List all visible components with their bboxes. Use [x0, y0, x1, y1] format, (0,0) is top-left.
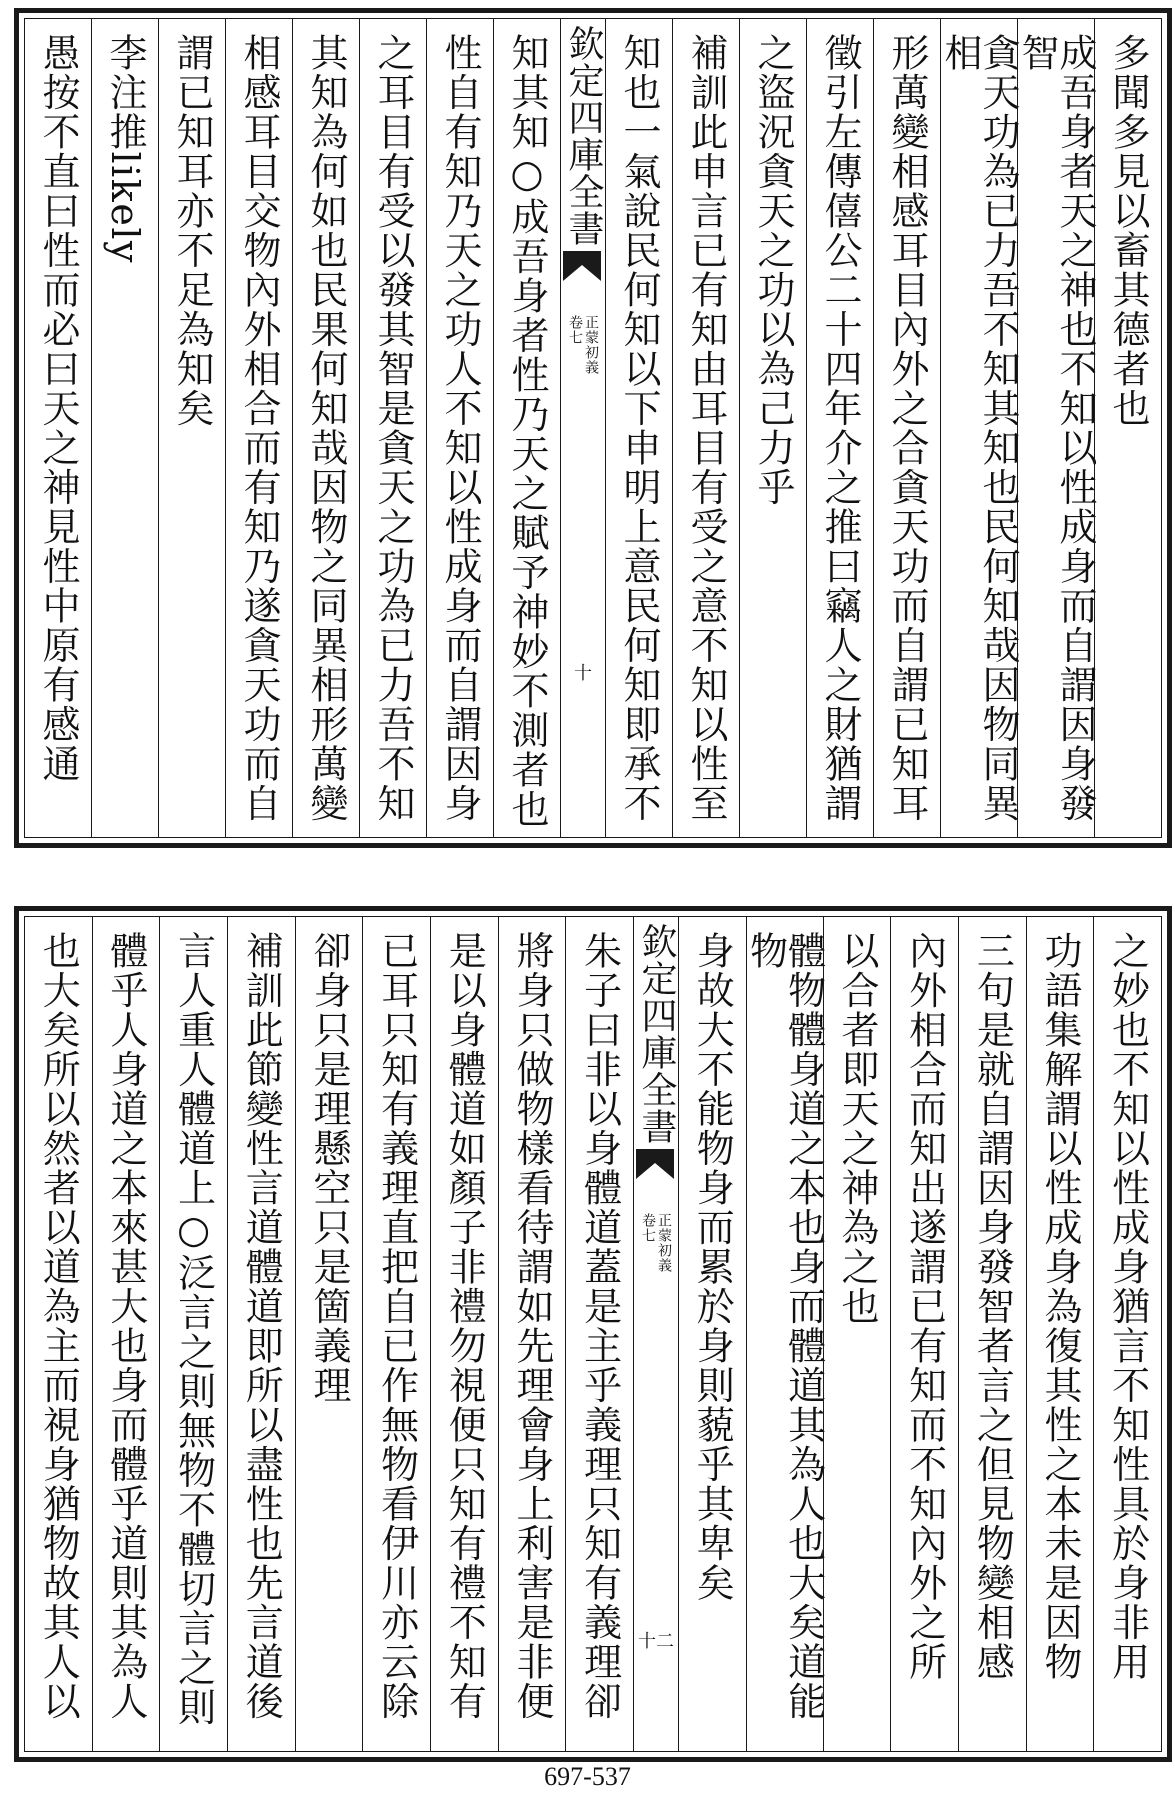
text-column: 也大矣所以然者以道為主而視身猶物故其人以 [36, 931, 81, 1721]
text-column: 三句是就自謂因身發智者言之但見物變相感 [958, 917, 1026, 1751]
text-column: 以合者即天之神為之也 [823, 917, 891, 1751]
text-column: 內外相合而知出遂謂已有知而不知內外之所 [890, 917, 958, 1751]
text-column: 李注推likely [91, 19, 158, 837]
text-column: 知其知○成吾身者性乃天之賦予神妙不測者也 [493, 19, 560, 837]
text-column: 已耳只知有義理直把自已作無物看伊川亦云除 [362, 917, 430, 1751]
text-column: 體物體身道之本也身而體道其為人也大矣道能物 [746, 917, 823, 1751]
text-column: 朱子曰非以身體道蓋是主乎義理只知有義理卻 [565, 917, 633, 1751]
text-column: 之耳目有受以發其智是貪天之功為已力吾不知 [359, 19, 426, 837]
volume-label: 卷七 正蒙初義 [567, 315, 599, 375]
text-column: 是以身體道如顏子非禮勿視便只知有禮不知有 [430, 917, 498, 1751]
catalog-number: 697-537 [544, 1762, 631, 1791]
text-column: 成吾身者天之神也不知以性成身而自謂因身發智 [1017, 19, 1094, 837]
text-column: 形萬變相感耳目內外之合貪天功而自謂已知耳 [873, 19, 940, 837]
text-column: 其知為何如也民果何知哉因物之同異相形萬變 [292, 19, 359, 837]
text-column: 貪天功為已力吾不知其知也民何知哉因物同異相 [940, 19, 1017, 837]
page-number: 十 [574, 663, 592, 684]
center-fold [633, 917, 678, 1751]
volume-label: 卷七 正蒙初義 [639, 1213, 672, 1273]
text-column: 之盜況貪天之功以為己力乎 [739, 19, 806, 837]
text-column: 愚按不直曰性而必曰天之神見性中原有感通 [36, 33, 80, 784]
text-column: 謂已知耳亦不足為知矣 [158, 19, 225, 837]
text-column: 卻身只是理懸空只是箇義理 [295, 917, 363, 1751]
text-column: 將身只做物樣看待謂如先理會身上利害是非便 [498, 917, 566, 1751]
text-column: 知也一氣說民何知以下申明上意民何知即承不 [605, 19, 672, 837]
book-title: 欽定四庫全書 [635, 923, 677, 1145]
text-column: 徵引左傳僖公二十四年介之推曰竊人之財猶謂 [806, 19, 873, 837]
text-column: 性自有知乃天之功人不知以性成身而自謂因身 [426, 19, 493, 837]
center-fold [560, 19, 605, 837]
fish-tail-mark-icon [636, 1149, 674, 1179]
text-column: 相感耳目交物內外相合而有知乃遂貪天功而自 [225, 19, 292, 837]
text-column: 補訓此節變性言道體道即所以盡性也先言道後 [227, 917, 295, 1751]
text-column: 身故大不能物身而累於身則藐乎其卑矣 [678, 917, 746, 1751]
text-column: 補訓此申言已有知由耳目有受之意不知以性至 [672, 19, 739, 837]
text-column: 多聞多見以畜其德者也 [1094, 19, 1161, 837]
book-page-bottom [14, 906, 1172, 1762]
fish-tail-mark-icon [563, 251, 601, 281]
text-column: 之妙也不知以性成身猶言不知性具於身非用 [1093, 917, 1161, 1751]
book-page-top [14, 8, 1172, 848]
page-number: 十二 [637, 1631, 674, 1652]
book-title: 欽定四庫全書 [563, 25, 604, 247]
text-column: 言人重人體道上○泛言之則無物不體切言之則 [159, 917, 227, 1751]
text-column: 體乎人身道之本來甚大也身而體乎道則其為人 [92, 917, 160, 1751]
text-column: 功語集解謂以性成身為復其性之本未是因物 [1026, 917, 1094, 1751]
